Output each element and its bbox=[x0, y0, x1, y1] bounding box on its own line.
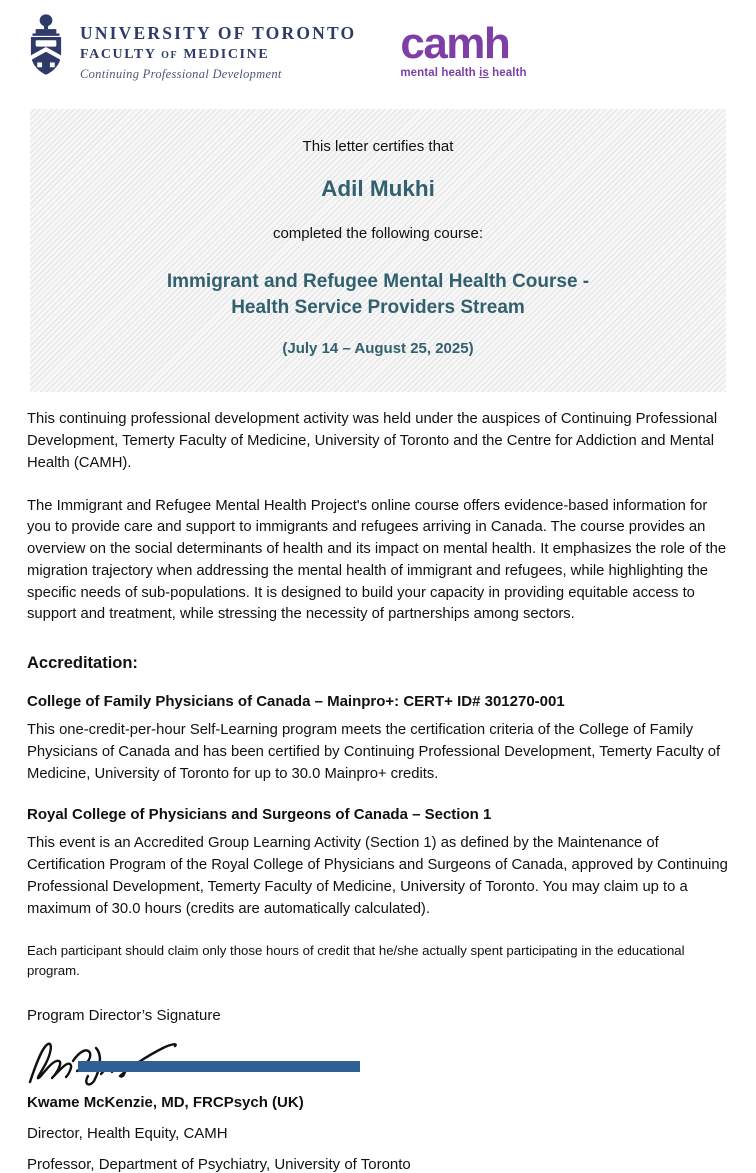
rcpsc-heading: Royal College of Physicians and Surgeons of Canada – Section 1 bbox=[27, 806, 492, 824]
uoft-logo-text bbox=[80, 14, 356, 82]
rcpsc-paragraph: This event is an Accredited Group Learning Activity (Section 1) as defined by the Maintenance of Certification Program of the Royal College of Physicians and Surgeons of Canada, approved by Continuing Professional Development, Temerty Faculty of Medicine, University of Toronto. You may claim up to a maximum of 30.0 hours (credits are automatically calculated). bbox=[27, 835, 728, 917]
course-dates: (July 14 – August 25, 2025) bbox=[282, 340, 474, 358]
camh-logo bbox=[400, 14, 526, 79]
camh-tagline: mental health is health bbox=[400, 67, 527, 79]
signatory-title-2: Professor, Department of Psychiatry, University of Toronto bbox=[27, 1155, 411, 1173]
paragraph-course-description: The Immigrant and Refugee Mental Health Project's online course offers evidence-based information for you to provide care and support to immigrants and refugees arriving in Canada. The course provides an overview on the social determinants of health and its impact on mental health. It emphasizes the role of the migration trajectory when addressing the mental health of immigrant and refugees, while highlighting the specific needs of sub-populations. It is designed to build your capacity in providing equitable access to support and treatment, while stressing the necessity of partnerships among sectors. bbox=[27, 497, 727, 623]
uoft-crest-icon bbox=[22, 14, 70, 81]
signatory-title-1: Director, Health Equity, CAMH bbox=[27, 1124, 228, 1142]
claim-note: Each participant should claim only those hours of credit that he/she actually spent participating in the educational program. bbox=[27, 943, 685, 979]
uoft-wordmark: UNIVERSITY OF TORONTO bbox=[80, 23, 357, 43]
certificate-box bbox=[30, 109, 726, 392]
accreditation-heading: Accreditation: bbox=[27, 654, 138, 673]
cfpc-heading: College of Family Physicians of Canada – Mainpro+: CERT+ ID# 301270-001 bbox=[27, 693, 565, 711]
cfpc-paragraph: This one-credit-per-hour Self-Learning program meets the certification criteria of the College of Family Physicians of Canada and has been certified by Continuing Professional Development, Temerty Faculty of Medicine, University of Toronto for up to 30.0 Mainpro+ credits. bbox=[27, 722, 721, 782]
recipient-name: Adil Mukhi bbox=[321, 176, 435, 201]
header bbox=[22, 14, 730, 82]
uoft-cpd-line: Continuing Professional Development bbox=[80, 67, 282, 81]
letter-body bbox=[27, 409, 729, 1173]
paragraph-auspices: This continuing professional development activity was held under the auspices of Continuing Professional Development, Temerty Faculty of Medicine, University of Toronto and the Centre for Addiction and Mental Health (CAMH). bbox=[27, 411, 718, 471]
uoft-faculty-line: FACULTY OF MEDICINE bbox=[80, 47, 270, 62]
footer-banner-cutoff bbox=[78, 1061, 360, 1072]
camh-wordmark: camh bbox=[400, 19, 510, 68]
signature-label: Program Director’s Signature bbox=[27, 1006, 221, 1024]
signatory-name: Kwame McKenzie, MD, FRCPsych (UK) bbox=[27, 1093, 304, 1111]
course-title: Immigrant and Refugee Mental Health Course - Health Service Providers Stream bbox=[166, 271, 590, 318]
uoft-logo bbox=[22, 14, 356, 82]
completed-line: completed the following course: bbox=[272, 225, 484, 242]
certifies-line: This letter certifies that bbox=[302, 138, 454, 155]
